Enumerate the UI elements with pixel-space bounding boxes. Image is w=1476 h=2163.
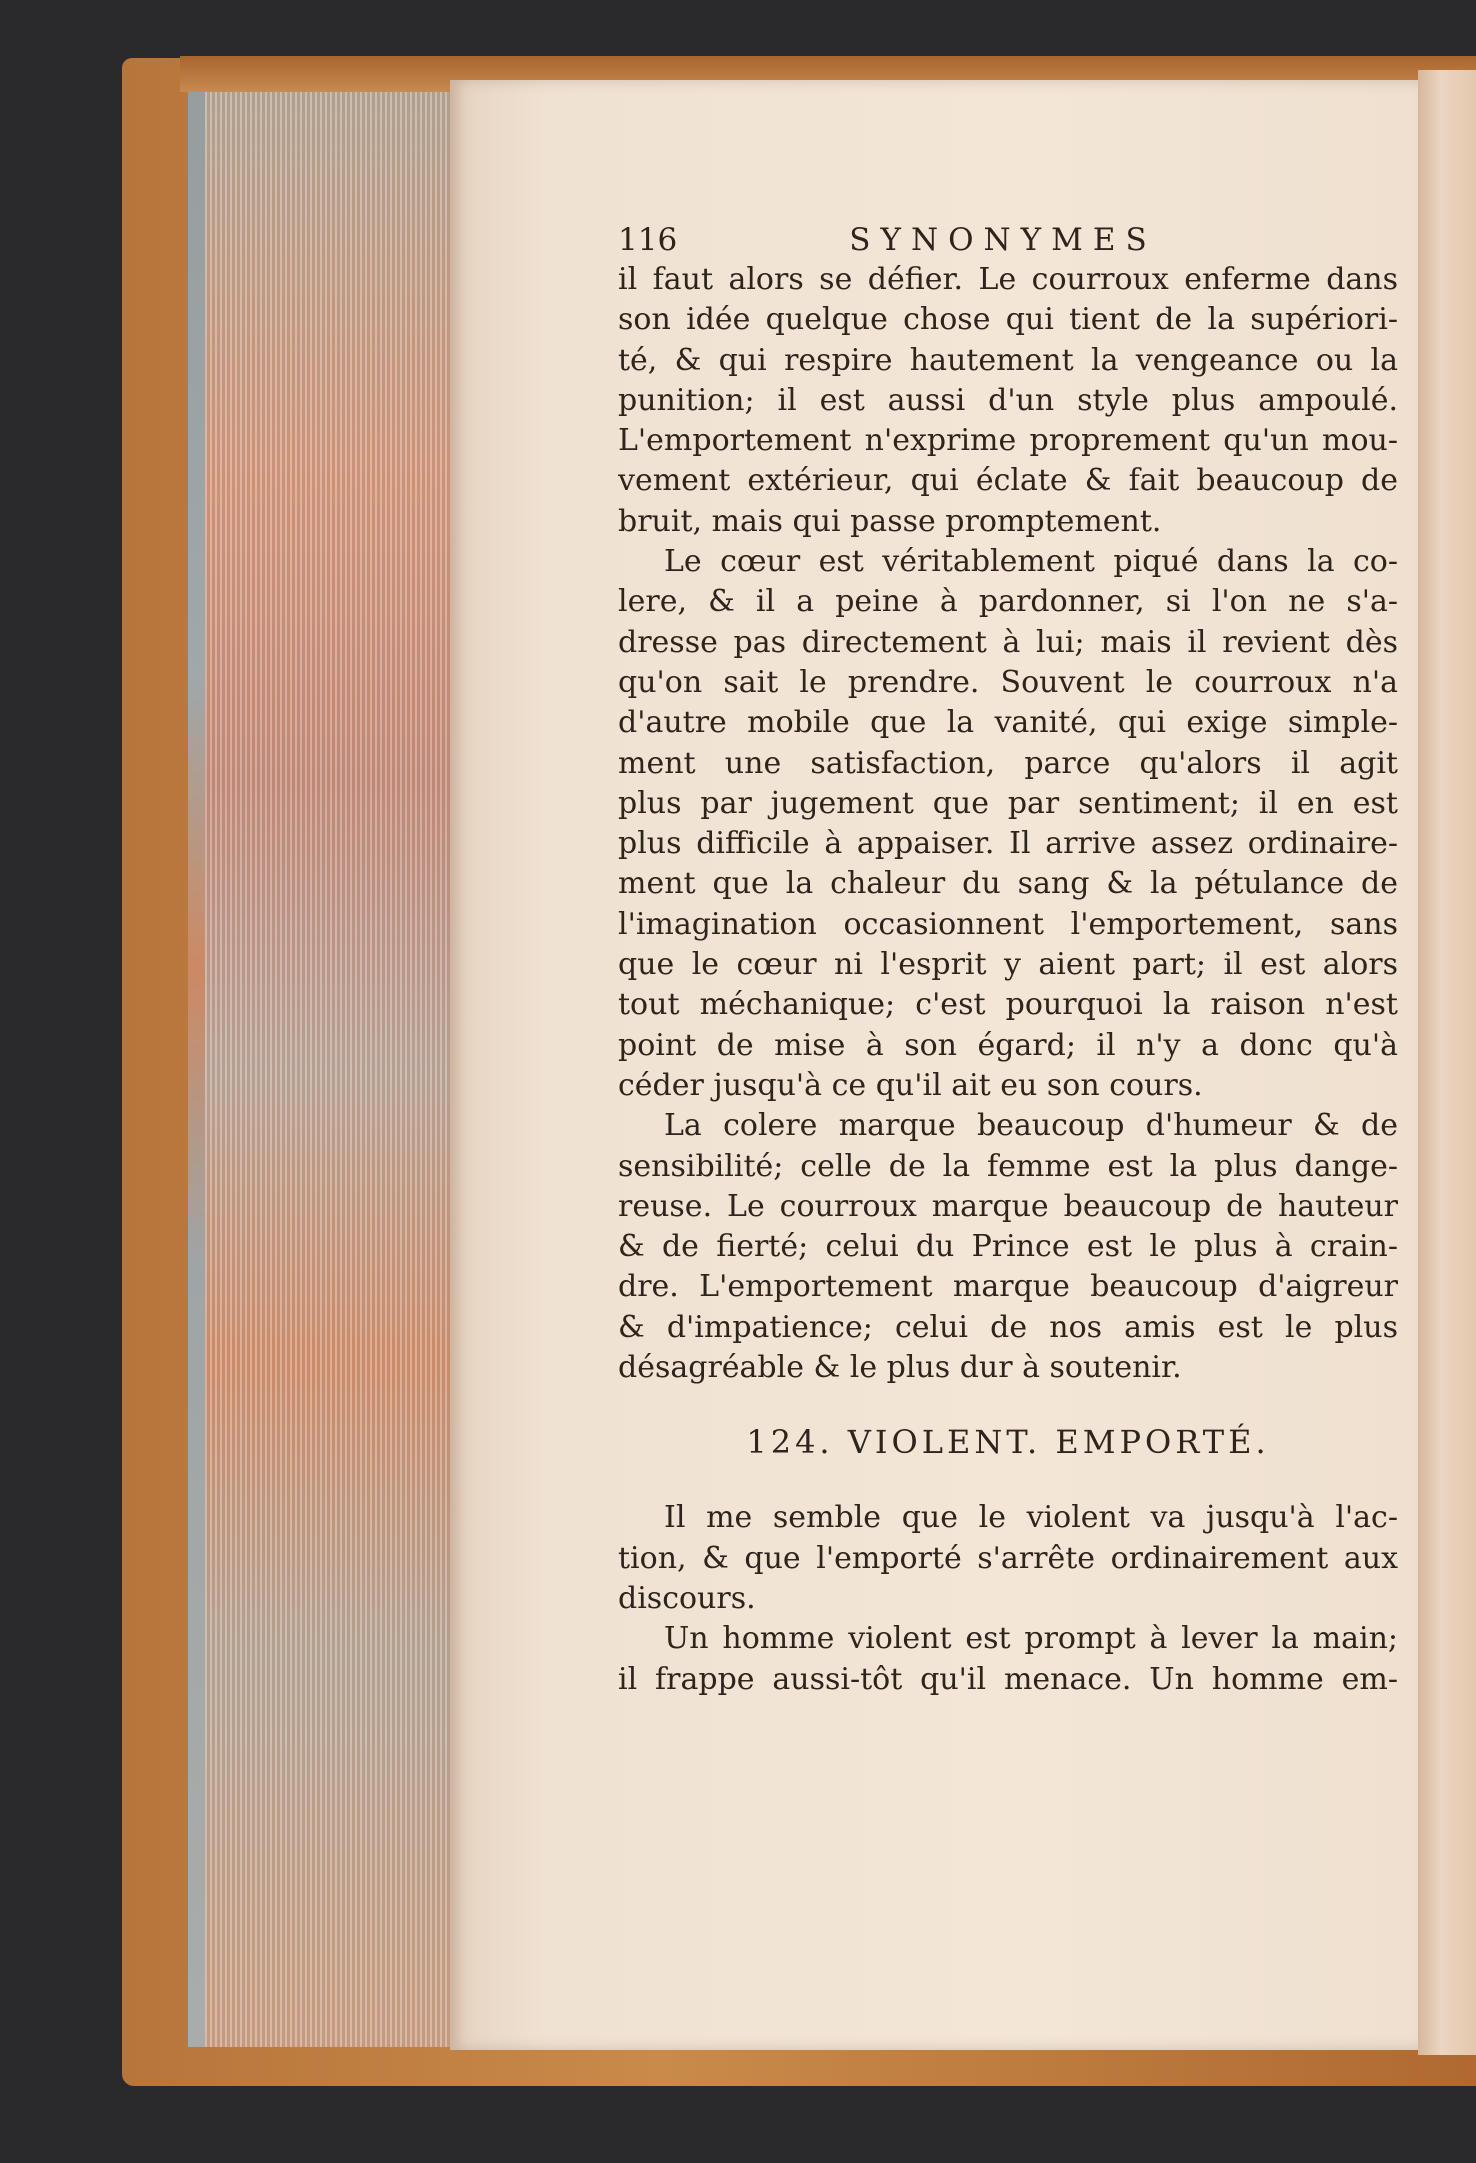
text-line: ment que la chaleur du sang & la pétulance de [618, 866, 1398, 902]
text-line: reuse. Le courroux marque beaucoup de hauteur [618, 1188, 1398, 1224]
text-line: lere, & il a peine à pardonner, si l'on ne s'a- [618, 584, 1398, 620]
text-line: point de mise à son égard; il n'y a donc qu'à [618, 1027, 1398, 1063]
text-line: punition; il est aussi d'un style plus ampoulé. [618, 382, 1398, 418]
page-number: 116 [618, 222, 678, 258]
text-line: son idée quelque chose qui tient de la supériori- [618, 302, 1398, 338]
text-line: il frappe aussi-tôt qu'il menace. Un homme em- [618, 1661, 1398, 1697]
text-line: désagréable & le plus dur à soutenir. [618, 1350, 1182, 1386]
text-line: dre. L'emportement marque beaucoup d'aigreur [618, 1269, 1398, 1305]
paragraph-2 [618, 542, 1398, 1106]
text-line: L'emportement n'exprime proprement qu'un mou- [618, 423, 1398, 459]
text-line: Le cœur est véritablement piqué dans la co- [664, 544, 1398, 580]
text-line: sensibilité; celle de la femme est la plus dange- [618, 1148, 1398, 1184]
text-line: vement extérieur, qui éclate & fait beaucoup de [618, 463, 1398, 499]
section-heading: 124. VIOLENT. EMPORTÉ. [746, 1423, 1270, 1462]
text-line: plus difficile à appaiser. Il arrive assez ordinaire- [618, 826, 1398, 862]
text-line: qu'on sait le prendre. Souvent le courroux n'a [618, 664, 1398, 700]
page-text [618, 220, 1398, 1700]
text-line: Un homme violent est prompt à lever la main; [664, 1621, 1398, 1657]
text-line: plus par jugement que par sentiment; il en est [618, 785, 1398, 821]
running-title: SYNONYMES [849, 222, 1157, 258]
text-line: il faut alors se défier. Le courroux enferme dans [618, 262, 1398, 297]
text-line: d'autre mobile que la vanité, qui exige simple- [618, 705, 1398, 741]
text-line: dresse pas directement à lui; mais il revient dès [618, 624, 1398, 660]
text-line: tion, & que l'emporté s'arrête ordinairement aux [618, 1540, 1398, 1576]
text-line: La colere marque beaucoup d'humeur & de [664, 1108, 1398, 1144]
text-line: té, & qui respire hautement la vengeance ou la [618, 342, 1398, 378]
facing-page-edge [1418, 70, 1476, 2055]
running-header [618, 220, 1398, 260]
text-line: tout méchanique; c'est pourquoi la raison n'est [618, 987, 1398, 1023]
text-line: ment une satisfaction, parce qu'alors il agit [618, 745, 1398, 781]
paragraph-3 [618, 1106, 1398, 1388]
text-line: Il me semble que le violent va jusqu'à l'ac- [664, 1500, 1398, 1536]
paragraph-5 [618, 1619, 1398, 1700]
page-edges [205, 92, 450, 2047]
text-line: l'imagination occasionnent l'emportement, sans [618, 906, 1398, 942]
text-line: discours. [618, 1580, 756, 1616]
text-line: & de fierté; celui du Prince est le plus à crain- [618, 1229, 1398, 1265]
paragraph-1 [618, 260, 1398, 542]
text-line: céder jusqu'à ce qu'il ait eu son cours. [618, 1067, 1203, 1103]
paragraph-4 [618, 1498, 1398, 1619]
text-line: que le cœur ni l'esprit y aient part; il est alors [618, 947, 1398, 983]
text-line: bruit, mais qui passe promptement. [618, 503, 1162, 539]
text-line: & d'impatience; celui de nos amis est le plus [618, 1309, 1398, 1345]
